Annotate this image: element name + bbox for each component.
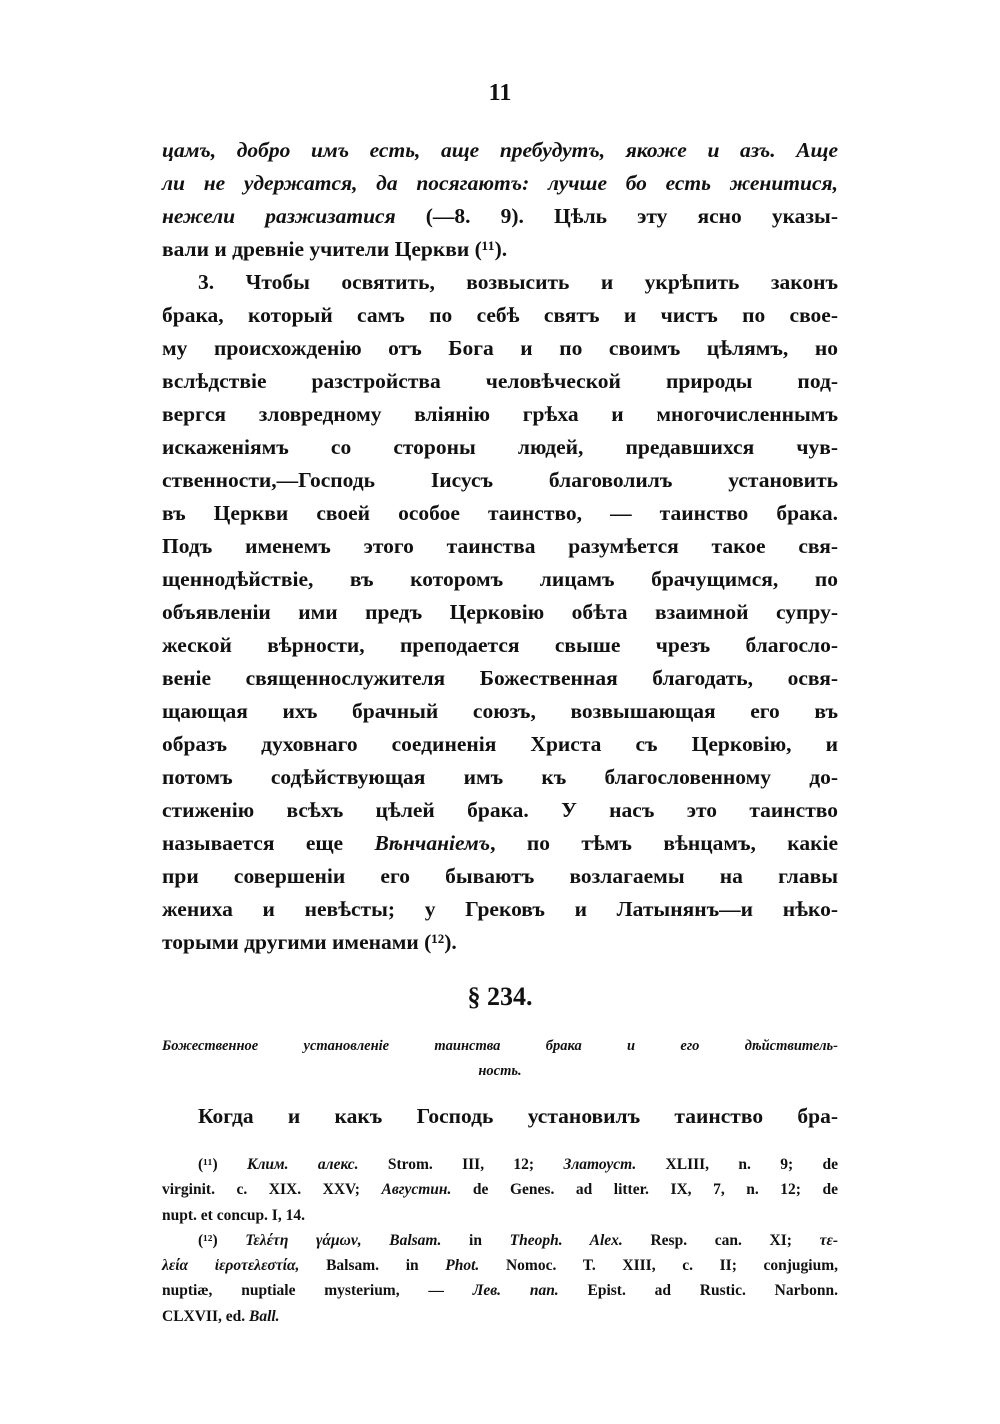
italic-text: Златоуст. [563, 1156, 637, 1173]
text-run: потомъ содѣйствующая имъ къ благословенному до- [162, 765, 838, 789]
italic-text: Ball. [248, 1307, 280, 1325]
italic-text: Τελέτη γάμων, Balsam. [245, 1231, 442, 1249]
italic-text: цамъ, добро имъ есть, аще пребудутъ, якоже и азъ. Аще [162, 138, 838, 162]
italic-text: Phot. [445, 1257, 480, 1275]
text-line [162, 398, 838, 431]
text-line [162, 1203, 838, 1228]
text-line [162, 1278, 838, 1303]
italic-text: Лев. пап. [472, 1282, 559, 1300]
text-run: Подъ именемъ этого таинства разумѣется такое свя- [162, 534, 838, 558]
text-run: Balsam. in [299, 1257, 446, 1275]
text-run: (¹¹) [198, 1156, 247, 1173]
text-run: in [441, 1231, 510, 1249]
section-paragraph [162, 1100, 838, 1133]
text-line [162, 1253, 838, 1278]
text-line [162, 563, 838, 596]
text-line [162, 497, 838, 530]
text-line [162, 233, 838, 266]
text-run: при совершеніи его бываютъ возлагаемы на главы [162, 864, 838, 888]
text-line [162, 464, 838, 497]
text-line [162, 167, 838, 200]
text-run: объявленіи ими предъ Церковію обѣта взаимной супру- [162, 600, 838, 624]
text-line [162, 365, 838, 398]
text-run: nupt. et concup. I, 14. [162, 1206, 305, 1224]
text-run: торыми другими именами (¹²). [162, 930, 457, 954]
text-run: de Genes. ad litter. IX, 7, n. 12; de [451, 1181, 838, 1199]
text-run: Nomoc. T. XIII, c. II; conjugium, [479, 1257, 839, 1275]
text-line [162, 596, 838, 629]
text-run: (—8. 9). Цѣль эту ясно указы- [395, 204, 838, 228]
italic-text: ность. [478, 1063, 522, 1079]
text-line [162, 695, 838, 728]
section-heading: § 234. [467, 982, 533, 1011]
text-run: жениха и невѣсты; у Грековъ и Латынянъ—и нѣко- [162, 897, 838, 921]
footnotes [162, 1152, 838, 1329]
text-run: nuptiæ, nuptiale mysterium, — [162, 1282, 473, 1300]
text-run: брака, который самъ по себѣ святъ и чистъ по свое- [162, 303, 838, 327]
text-run: въ Церкви своей особое таинство, — таинство брака. [162, 501, 838, 525]
text-line [162, 1034, 838, 1059]
text-line [162, 1228, 838, 1253]
text-line [162, 266, 838, 299]
text-run: щеннодѣйствіе, въ которомъ лицамъ брачущимся, по [162, 567, 838, 591]
text-run: веніе священнослужителя Божественная благодать, освя- [162, 666, 838, 690]
text-run: называется еще [162, 831, 375, 855]
page-number: 11 [488, 80, 512, 106]
section-subtitle [162, 1034, 838, 1084]
text-line [162, 761, 838, 794]
text-line [162, 893, 838, 926]
text-run: ственности,—Господь Іисусъ благоволилъ установить [162, 468, 838, 492]
italic-text: Theoph. Alex. [509, 1231, 623, 1249]
text-line [162, 1059, 838, 1084]
text-run: XLIII, n. 9; de [636, 1156, 838, 1173]
text-line [162, 926, 838, 959]
text-line [162, 827, 838, 860]
text-run: вали и древніе учители Церкви (¹¹). [162, 237, 508, 261]
italic-text: Августин. [381, 1181, 452, 1199]
text-run: , по тѣмъ вѣнцамъ, какіе [490, 831, 839, 855]
text-line [162, 1177, 838, 1202]
text-line [162, 794, 838, 827]
text-run: му происхожденію отъ Бога и по своимъ цѣлямъ, но [162, 336, 838, 360]
italic-text: Божественное установленіе таинства брака и его дѣйствитель- [162, 1038, 838, 1054]
italic-text: Клим. алекс. [246, 1156, 359, 1173]
text-line [162, 332, 838, 365]
text-line [162, 200, 838, 233]
text-run: искаженіямъ со стороны людей, предавшихся чув- [162, 435, 838, 459]
text-line [162, 860, 838, 893]
text-run: стиженію всѣхъ цѣлей брака. У насъ это таинство [162, 798, 838, 822]
italic-text: ли не удержатся, да посягаютъ: лучше бо есть женитися, [162, 171, 838, 195]
text-line [162, 431, 838, 464]
text-line [162, 530, 838, 563]
text-run: Resp. can. XI; [622, 1231, 820, 1249]
text-run: Когда и какъ Господь установилъ таинство бра- [198, 1104, 838, 1128]
italic-text: τε- [819, 1231, 838, 1249]
text-run: Epist. ad Rustic. Narbonn. [558, 1282, 838, 1300]
text-line [162, 728, 838, 761]
text-line [162, 299, 838, 332]
text-line [162, 662, 838, 695]
text-line [162, 1304, 838, 1329]
italic-text: нежели разжизатися [162, 204, 396, 228]
main-text [162, 134, 838, 959]
text-run: щающая ихъ брачный союзъ, возвышающая его въ [162, 699, 838, 723]
text-run: вслѣдствіе разстройства человѣческой природы под- [162, 369, 838, 393]
text-run: образъ духовнаго соединенія Христа съ Церковію, и [162, 732, 838, 756]
text-run: (¹²) [198, 1231, 246, 1249]
text-line [162, 1100, 838, 1133]
text-line [162, 629, 838, 662]
text-run: CLXVII, ed. [162, 1307, 249, 1325]
text-run: 3. Чтобы освятить, возвысить и укрѣпить законъ [198, 270, 838, 294]
text-run: Strom. III, 12; [358, 1156, 564, 1173]
text-line [162, 134, 838, 167]
text-run: жеской вѣрности, преподается свыше чрезъ благосло- [162, 633, 838, 657]
text-run: virginit. c. XIX. XXV; [162, 1181, 382, 1199]
text-run: вергся зловредному вліянію грѣха и многочисленнымъ [162, 402, 838, 426]
italic-text: λεία ἱεροτελεστία, [162, 1257, 300, 1275]
text-line [162, 1152, 838, 1177]
italic-text: Вѣнчаніемъ [374, 831, 491, 855]
